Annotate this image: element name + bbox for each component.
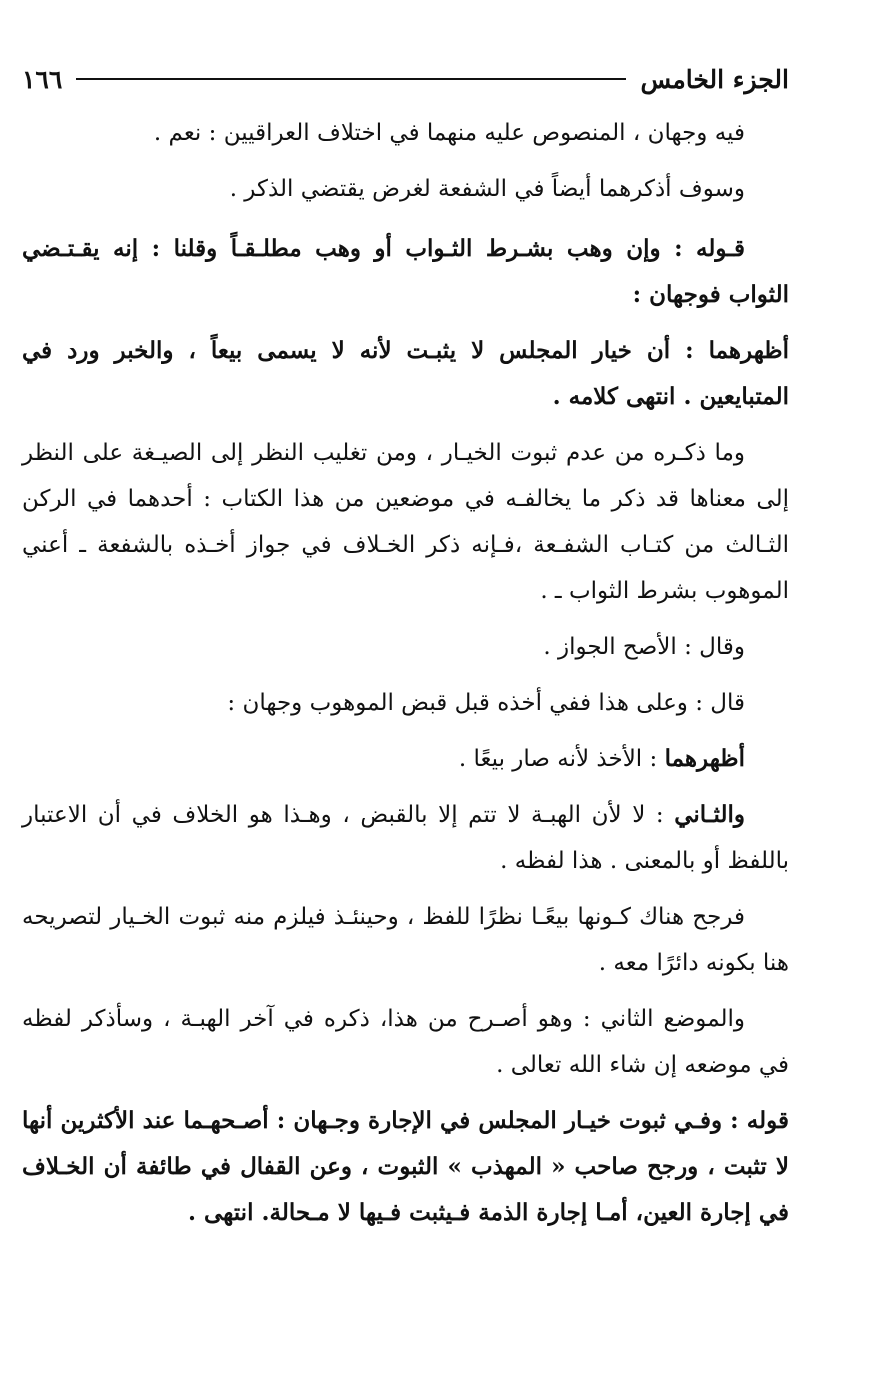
header-rule	[76, 78, 626, 80]
lead-term-1: أظهرهما	[664, 745, 745, 772]
page-body	[22, 110, 789, 1236]
running-title: الجزء الخامس	[640, 64, 789, 94]
paragraph-7-text: : لا لأن الهبـة لا تتم إلا بالقبض ، وهـذا هو الخلاف في أن الاعتبار باللفظ أو بالمعنى . هذا لفظه .	[22, 802, 789, 874]
lead-term-2: والثـاني	[674, 801, 745, 828]
paragraph-2: وسوف أذكرهما أيضاً في الشفعة لغرض يقتضي الذكر .	[229, 176, 745, 202]
page-number: ١٦٦	[22, 64, 63, 94]
paragraph-6	[22, 736, 789, 782]
paragraph-5: قال : وعلى هذا ففي أخذه قبل قبض الموهوب وجهان :	[227, 690, 745, 716]
paragraph-8: فرجح هناك كـونها بيعًـا نظرًا للفظ ، وحينئـذ فيلزم منه ثبوت الخـيار لتصريحه هنا بكونه دائرًا معه .	[22, 904, 789, 976]
paragraph-7	[22, 792, 789, 884]
quote-paragraph-2: أظهرهما : أن خيار المجلس لا يثبـت لأنه لا يسمى بيعاً ، والخبر ورد في المتبايعين . انتهى كلامه .	[22, 337, 789, 410]
paragraph-9: والموضع الثاني : وهو أصـرح من هذا، ذكره في آخر الهبـة ، وسأذكر لفظه في موضعه إن شاء الله تعالى .	[22, 1006, 789, 1078]
paragraph-6-text: : الأخذ لأنه صار بيعًا .	[458, 746, 665, 772]
paragraph-3: وما ذكـره من عدم ثبوت الخيـار ، ومن تغليب النظر إلى الصيـغة على النظر إلى معناها قد ذكر ما يخالفـه في موضعين من هذا الكتاب : أحدهما في الركن الثـالث من كتـاب الشفـعة ،فـإنه ذكر الخـلاف في جواز أخـذه بالشفعة ـ أعني الموهوب بشرط الثواب ـ .	[22, 440, 789, 604]
paragraph-1: فيه وجهان ، المنصوص عليه منهما في اختلاف العراقيين : نعم .	[153, 120, 745, 146]
paragraph-4: وقال : الأصح الجواز .	[543, 634, 745, 660]
quote-paragraph-1: قـوله : وإن وهب بشـرط الثـواب أو وهب مطلـقـاً وقلنا : إنه يقـتـضي الثواب فوجهان :	[22, 235, 789, 308]
quote-paragraph-3: قوله : وفـي ثبوت خيـار المجلس في الإجارة وجـهان : أصـحهـما عند الأكثرين أنها لا تثبت ، ورجح صاحب « المهذب » الثبوت ، وعن القفال في طائفة أن الخـلاف في إجارة العين، أمـا إجارة الذمة فـيثبت فـيها لا مـحالة. انتهى .	[22, 1107, 789, 1226]
page-header	[22, 58, 789, 100]
